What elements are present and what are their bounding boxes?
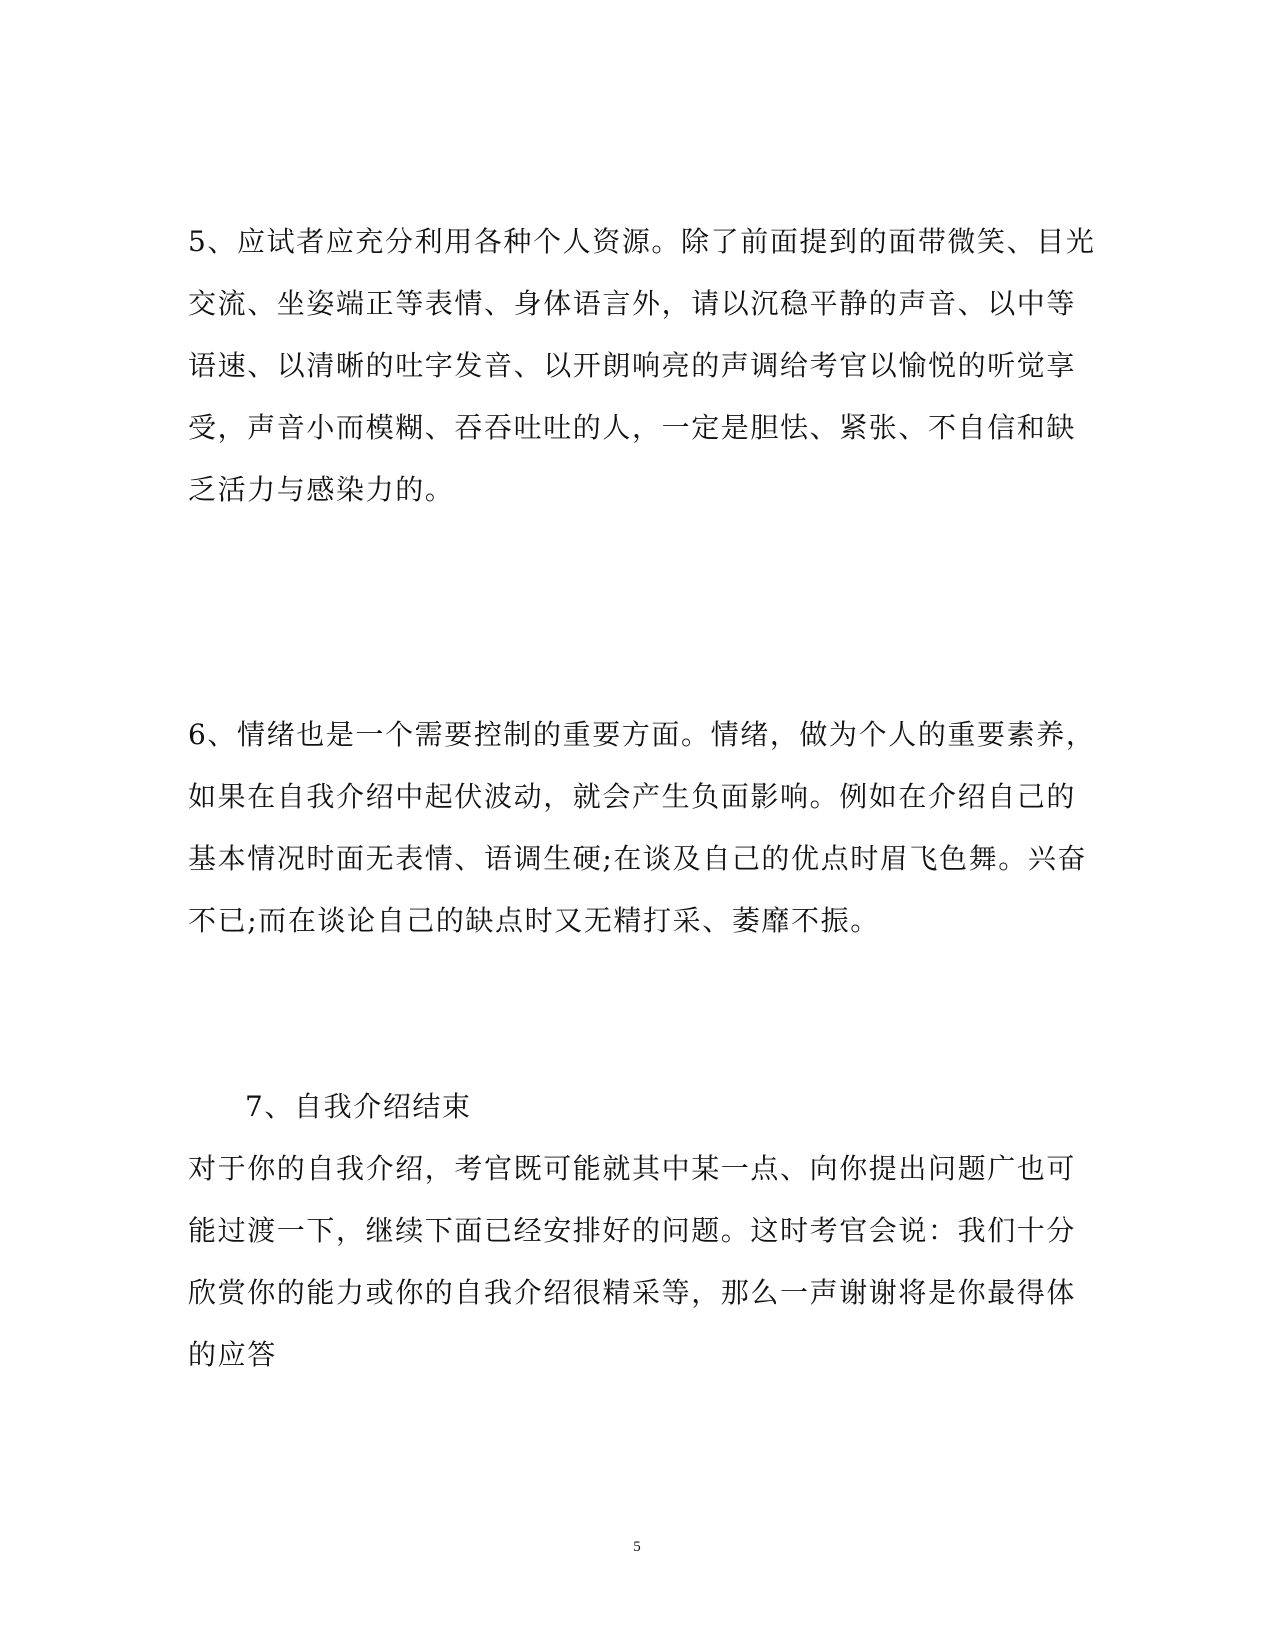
paragraph-line: 能过渡一下，继续下面已经安排好的问题。这时考官会说：我们十分 [188, 1214, 1077, 1247]
paragraph-line: 欣赏你的能力或你的自我介绍很精采等，那么一声谢谢将是你最得体 [188, 1276, 1077, 1309]
paragraph-line: 不已;而在谈论自己的缺点时又无精打采、萎靡不振。 [188, 904, 880, 937]
paragraph-line: 的应答 [188, 1338, 277, 1371]
paragraph-line: 6、情绪也是一个需要控制的重要方面。情绪，做为个人的重要素养， [188, 718, 1096, 751]
paragraph-line: 如果在自我介绍中起伏波动，就会产生负面影响。例如在介绍自己的 [188, 780, 1077, 813]
paragraph-line: 基本情况时面无表情、语调生硬;在谈及自己的优点时眉飞色舞。兴奋 [188, 842, 1088, 875]
page-number: 5 [633, 1539, 641, 1555]
paragraph-line: 乏活力与感染力的。 [188, 473, 455, 506]
paragraph-line: 5、应试者应充分利用各种个人资源。除了前面提到的面带微笑、目光 [188, 225, 1096, 258]
paragraph-line: 语速、以清晰的吐字发音、以开朗响亮的声调给考官以愉悦的听觉享 [188, 349, 1077, 382]
paragraph-line: 对于你的自我介绍，考官既可能就其中某一点、向你提出问题广也可 [188, 1152, 1077, 1185]
section-heading: 7、自我介绍结束 [245, 1090, 472, 1123]
paragraph-line: 受，声音小而模糊、吞吞吐吐的人，一定是胆怯、紧张、不自信和缺 [188, 411, 1077, 444]
paragraph-line: 交流、坐姿端正等表情、身体语言外，请以沉稳平静的声音、以中等 [188, 287, 1077, 320]
